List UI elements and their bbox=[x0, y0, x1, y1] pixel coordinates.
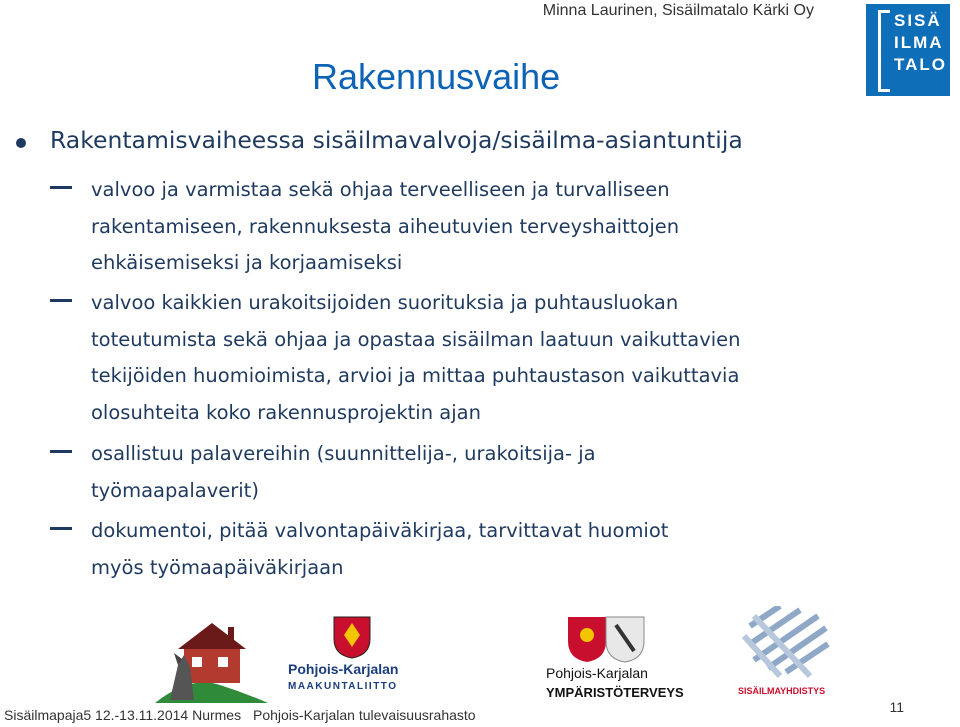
sisailmayhdistys-logo bbox=[736, 606, 834, 706]
sub-bullet-text: dokumentoi, pitää valvontapäiväkirjaa, tarvittavat huomiot myös työmaapäiväkirjaan bbox=[91, 519, 669, 579]
logo-line-3: TALO bbox=[894, 55, 948, 74]
maakuntaliitto-name: Pohjois-Karjalan bbox=[288, 661, 399, 677]
dash-icon bbox=[50, 450, 72, 453]
logo-line-1: SISÄ bbox=[894, 11, 942, 30]
bullet-dot-icon bbox=[16, 138, 26, 148]
pk-maakuntaliitto-logo bbox=[280, 615, 430, 707]
house-wolf-logo bbox=[150, 605, 270, 705]
sub-bullet-text: valvoo ja varmistaa sekä ohjaa terveelliseen ja turvalliseen rakentamiseen, rakennuksesta aiheutuvien terveyshaittojen ehkäisemiseksi ja korjaamiseksi bbox=[91, 178, 680, 274]
slide-footer bbox=[4, 707, 476, 723]
page-number: 11 bbox=[889, 699, 904, 715]
footer-fund: Pohjois-Karjalan tulevaisuusrahasto bbox=[253, 707, 476, 723]
house-wolf-icon bbox=[150, 605, 270, 705]
stripes-icon bbox=[740, 606, 830, 686]
ymparistoterveys-subtitle: YMPÄRISTÖTERVEYS bbox=[546, 685, 684, 700]
sisailmatalo-logo bbox=[866, 4, 950, 96]
municipal-crests-icon bbox=[566, 615, 646, 663]
dash-icon bbox=[50, 186, 72, 189]
sisailmayhdistys-name: SISÄILMAYHDISTYS bbox=[738, 686, 826, 696]
dash-icon bbox=[50, 527, 72, 530]
logo-line-2: ILMA bbox=[894, 33, 944, 52]
sub-bullet-text: valvoo kaikkien urakoitsijoiden suorituksia ja puhtausluokan toteutumista sekä ohjaa ja opastaa sisäilman laatuun vaikuttavien tekijöiden huomioimista, arvioi ja mittaa puhtaustason vaikuttavia olosuhteita koko rakennusprojektin ajan bbox=[91, 291, 741, 424]
author-credit: Minna Laurinen, Sisäilmatalo Kärki Oy bbox=[542, 2, 814, 19]
coat-of-arms-icon bbox=[332, 615, 372, 659]
sub-bullet-text: osallistuu palavereihin (suunnittelija-, urakoitsija- ja työmaapalaverit) bbox=[91, 442, 596, 502]
main-bullet-text: Rakentamisvaiheessa sisäilmavalvoja/sisäilma-asiantuntija bbox=[50, 126, 743, 154]
ymparistoterveys-name: Pohjois-Karjalan bbox=[546, 665, 648, 681]
logo-bracket bbox=[878, 10, 890, 92]
footer-event: Sisäilmapaja5 12.-13.11.2014 Nurmes bbox=[4, 707, 242, 723]
maakuntaliitto-subtitle: MAAKUNTALIITTO bbox=[288, 681, 398, 692]
slide-title: Rakennusvaihe bbox=[312, 56, 561, 97]
pk-ymparistoterveys-logo bbox=[540, 615, 684, 707]
dash-icon bbox=[50, 299, 72, 302]
